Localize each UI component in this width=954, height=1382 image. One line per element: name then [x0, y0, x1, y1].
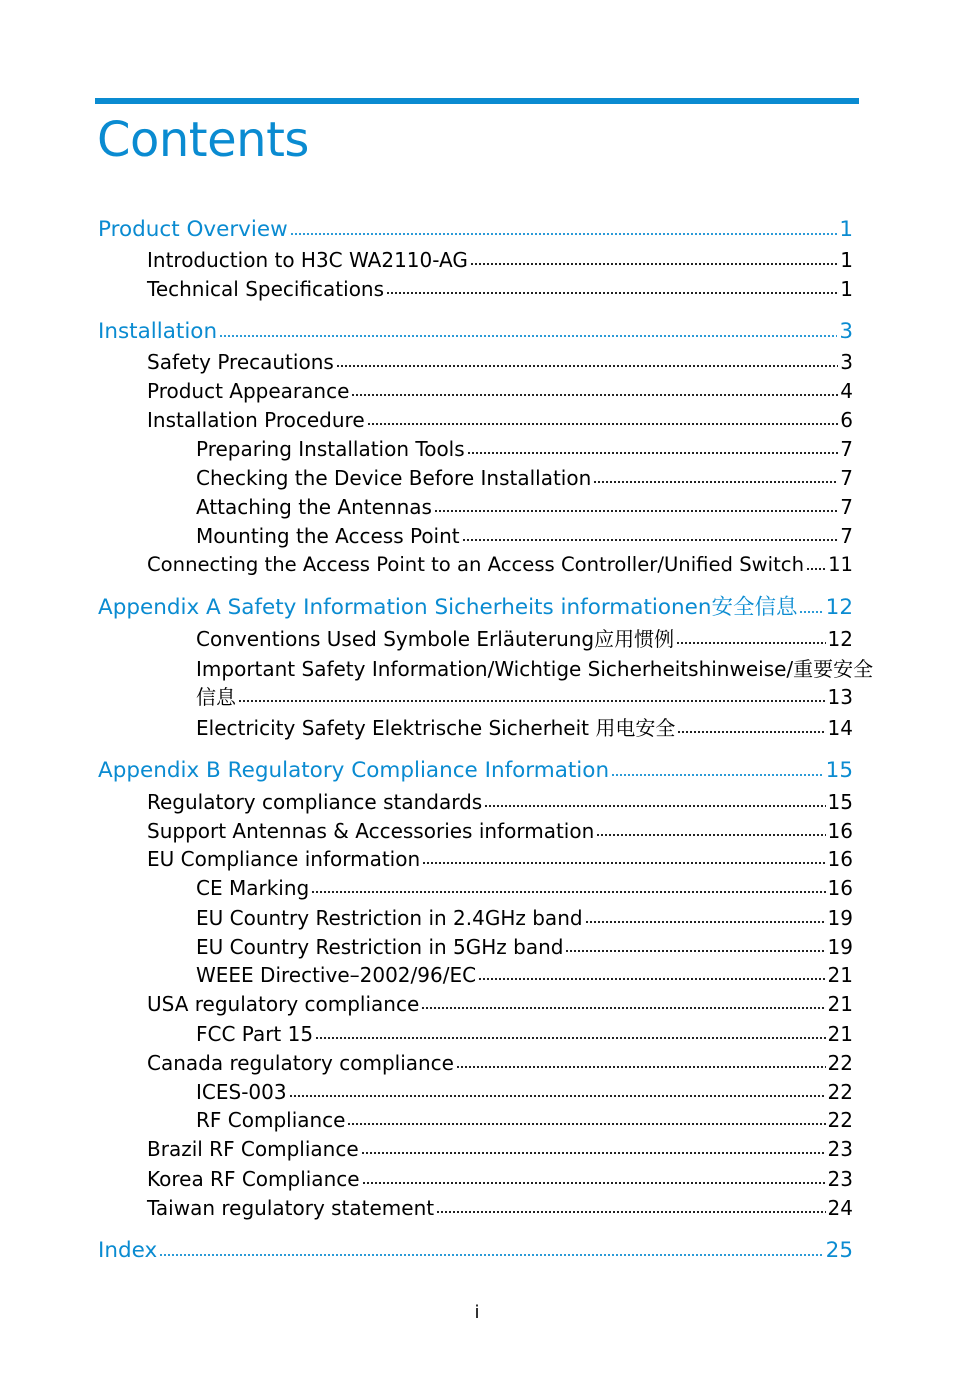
toc-page-number[interactable]: 16 — [827, 847, 853, 871]
toc-page-number[interactable]: 19 — [827, 906, 853, 930]
dot-leader — [421, 1004, 825, 1012]
toc-label[interactable]: Regulatory compliance standards — [147, 790, 483, 814]
dot-leader — [219, 332, 837, 340]
toc-entry-introduction[interactable] — [147, 246, 853, 274]
dot-leader — [806, 565, 826, 573]
toc-entry-connecting-access-point[interactable] — [147, 551, 853, 579]
toc-page-number[interactable]: 15 — [825, 758, 853, 783]
toc-entry-appendix-a[interactable] — [98, 593, 853, 623]
toc-page-number[interactable]: 7 — [840, 437, 853, 461]
toc-label[interactable]: Product Overview — [98, 217, 288, 242]
dot-leader — [311, 888, 825, 896]
toc-entry-electricity-safety[interactable] — [196, 714, 853, 742]
toc-entry-product-overview[interactable] — [98, 215, 853, 245]
toc-entry-usa-compliance[interactable] — [147, 990, 853, 1018]
toc-page-number[interactable]: 19 — [827, 935, 853, 959]
toc-label[interactable]: Electricity Safety Elektrische Sicherheit 用电安全 — [196, 716, 676, 740]
toc-label[interactable]: Appendix B Regulatory Compliance Information — [98, 758, 610, 783]
dot-leader — [611, 771, 824, 779]
toc-label[interactable]: USA regulatory compliance — [147, 992, 420, 1016]
dot-leader — [799, 608, 823, 616]
toc-page-number[interactable]: 15 — [827, 790, 853, 814]
toc-page-number[interactable]: 23 — [827, 1137, 853, 1161]
toc-label[interactable]: Index — [98, 1238, 158, 1263]
toc-page-number[interactable]: 22 — [827, 1051, 853, 1075]
toc-page-number[interactable]: 21 — [827, 1022, 853, 1046]
toc-entry-attaching-antennas[interactable] — [196, 493, 853, 521]
toc-label[interactable]: Technical Specifications — [147, 277, 385, 301]
toc-label[interactable]: Connecting the Access Point to an Access Controller/Unified Switch — [147, 553, 804, 576]
toc-page-number[interactable]: 12 — [825, 595, 853, 620]
dot-leader — [585, 918, 826, 926]
dot-leader — [367, 420, 839, 428]
toc-page-number[interactable]: 1 — [840, 277, 853, 301]
toc-entry-product-appearance[interactable] — [147, 377, 853, 405]
toc-label[interactable]: EU Compliance information — [147, 847, 421, 871]
toc-entry-conventions-used[interactable] — [196, 625, 853, 653]
dot-leader — [456, 1063, 826, 1071]
toc-label[interactable]: Product Appearance — [147, 379, 350, 403]
toc-entry-important-safety-information[interactable] — [196, 655, 874, 713]
toc-entry-safety-precautions[interactable] — [147, 348, 853, 376]
toc-label[interactable]: RF Compliance — [196, 1108, 346, 1132]
toc-entry-mounting-access-point[interactable] — [196, 522, 853, 550]
toc-label[interactable]: Installation — [98, 319, 218, 344]
toc-label[interactable]: EU Country Restriction in 5GHz band — [196, 935, 564, 959]
toc-entry-eu-restriction-2-4ghz[interactable] — [196, 904, 853, 932]
dot-leader — [315, 1034, 825, 1042]
toc-entry-technical-specifications[interactable] — [147, 275, 853, 303]
dot-leader — [386, 289, 838, 297]
page-title: Contents — [97, 112, 309, 168]
toc-label[interactable]: Mounting the Access Point — [196, 524, 460, 548]
toc-page-number[interactable]: 7 — [840, 466, 853, 490]
toc-page-number[interactable]: 22 — [827, 1080, 853, 1104]
toc-label[interactable]: Korea RF Compliance — [147, 1167, 360, 1191]
toc-page-number[interactable]: 16 — [827, 876, 853, 900]
dot-leader — [467, 449, 839, 457]
toc-label[interactable]: Support Antennas & Accessories information — [147, 819, 595, 843]
toc-page-number[interactable]: 3 — [840, 350, 853, 374]
toc-page-number[interactable]: 1 — [839, 217, 853, 242]
dot-leader — [422, 859, 825, 867]
toc-entry-appendix-b[interactable] — [98, 756, 853, 786]
toc-entry-taiwan-statement[interactable] — [147, 1194, 853, 1222]
toc-label-continued-row — [196, 683, 853, 711]
toc-entry-canada-compliance[interactable] — [147, 1049, 853, 1077]
toc-entry-eu-compliance[interactable] — [147, 845, 853, 873]
toc-page-number[interactable]: 24 — [827, 1196, 853, 1220]
toc-label[interactable]: Preparing Installation Tools — [196, 437, 465, 461]
toc-page-number[interactable]: 11 — [828, 553, 853, 576]
toc-page-number[interactable]: 3 — [839, 319, 853, 344]
toc-page-number[interactable]: 25 — [825, 1238, 853, 1263]
dot-leader — [470, 260, 838, 268]
toc-label[interactable]: FCC Part 15 — [196, 1022, 314, 1046]
toc-label[interactable]: Safety Precautions — [147, 350, 334, 374]
dot-leader — [596, 831, 825, 839]
toc-page-number[interactable]: 22 — [827, 1108, 853, 1132]
toc-label[interactable]: Important Safety Information/Wichtige Sicherheitshinweise/重要安全 — [196, 657, 874, 681]
dot-leader — [436, 1208, 825, 1216]
toc-label[interactable]: ICES-003 — [196, 1080, 287, 1104]
toc-page-number[interactable]: 1 — [840, 248, 853, 272]
toc-label[interactable]: CE Marking — [196, 876, 310, 900]
toc-label-continued[interactable]: 信息 — [196, 685, 236, 709]
toc-entry-installation[interactable] — [98, 317, 853, 347]
toc-page-number[interactable]: 14 — [827, 716, 853, 740]
dot-leader — [289, 1092, 826, 1100]
dot-leader — [478, 975, 825, 983]
toc-page-number[interactable]: 21 — [827, 963, 853, 987]
toc-entry-index[interactable] — [98, 1236, 853, 1266]
toc-label[interactable]: Checking the Device Before Installation — [196, 466, 592, 490]
toc-page-number[interactable]: 23 — [827, 1167, 853, 1191]
toc-label[interactable]: Attaching the Antennas — [196, 495, 432, 519]
dot-leader — [351, 391, 838, 399]
toc-page-number[interactable]: 4 — [840, 379, 853, 403]
toc-label[interactable]: Installation Procedure — [147, 408, 365, 432]
dot-leader — [593, 478, 838, 486]
toc-label[interactable]: Appendix A Safety Information Sicherheits informationen安全信息 — [98, 595, 798, 620]
toc-page-number[interactable]: 13 — [827, 685, 853, 709]
toc-label[interactable]: WEEE Directive–2002/96/EC — [196, 963, 477, 987]
toc-page-number[interactable]: 16 — [827, 819, 853, 843]
toc-entry-support-antennas[interactable] — [147, 817, 853, 845]
dot-leader — [677, 728, 825, 736]
dot-leader — [290, 230, 838, 238]
toc-page-number[interactable]: 7 — [840, 524, 853, 548]
dot-leader — [238, 697, 826, 705]
toc-entry-installation-procedure[interactable] — [147, 406, 853, 434]
toc-entry-preparing-tools[interactable] — [196, 435, 853, 463]
toc-label[interactable]: Taiwan regulatory statement — [147, 1196, 435, 1220]
toc-entry-rf-compliance[interactable] — [196, 1106, 853, 1134]
dot-leader — [347, 1120, 825, 1128]
dot-leader — [676, 639, 825, 647]
toc-entry-korea-rf-compliance[interactable] — [147, 1165, 853, 1193]
toc-entry-regulatory-standards[interactable] — [147, 788, 853, 816]
dot-leader — [434, 507, 838, 515]
toc-label[interactable]: Conventions Used Symbole Erläuterung应用惯例 — [196, 627, 675, 651]
toc-page-number[interactable]: 12 — [827, 627, 853, 651]
toc-entry-fcc-part-15[interactable] — [196, 1020, 853, 1048]
toc-page-number[interactable]: 21 — [827, 992, 853, 1016]
dot-leader — [159, 1251, 823, 1259]
toc-page-number[interactable]: 7 — [840, 495, 853, 519]
dot-leader — [362, 1179, 826, 1187]
dot-leader — [565, 947, 825, 955]
toc-label[interactable]: Brazil RF Compliance — [147, 1137, 359, 1161]
toc-entry-ce-marking[interactable] — [196, 874, 853, 902]
toc-entry-ices-003[interactable] — [196, 1078, 853, 1106]
toc-page-number[interactable]: 6 — [840, 408, 853, 432]
toc-entry-eu-restriction-5ghz[interactable] — [196, 933, 853, 961]
footer-page-number: i — [474, 1302, 480, 1323]
toc-entry-weee-directive[interactable] — [196, 961, 853, 989]
dot-leader — [361, 1149, 826, 1157]
toc-label[interactable]: Introduction to H3C WA2110-AG — [147, 248, 468, 272]
dot-leader — [484, 802, 825, 810]
toc-label[interactable]: EU Country Restriction in 2.4GHz band — [196, 906, 583, 930]
dot-leader — [336, 362, 838, 370]
toc-entry-brazil-rf-compliance[interactable] — [147, 1135, 853, 1163]
dot-leader — [462, 536, 839, 544]
toc-label[interactable]: Canada regulatory compliance — [147, 1051, 454, 1075]
toc-entry-checking-device[interactable] — [196, 464, 853, 492]
